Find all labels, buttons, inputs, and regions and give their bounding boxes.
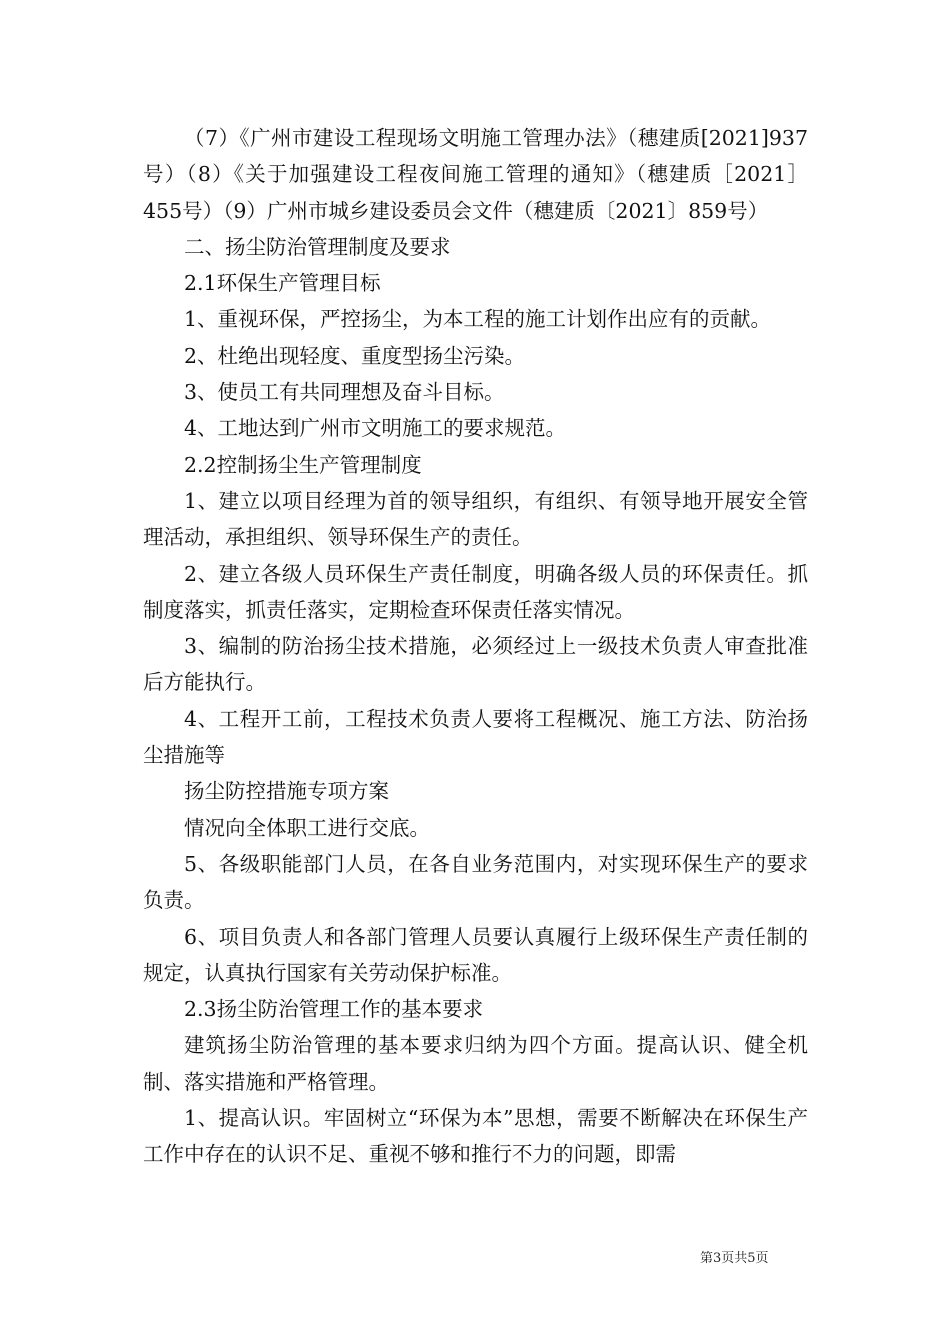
document-body (143, 120, 808, 1173)
list-item: 4、工程开工前，工程技术负责人要将工程概况、施工方法、防治扬尘措施等 (143, 706, 808, 768)
list-item: 6、项目负责人和各部门管理人员要认真履行上级环保生产责任制的规定，认真执行国家有关劳动保护标准。 (143, 924, 808, 985)
list-item: 2、建立各级人员环保生产责任制度，明确各级人员的环保责任。抓制度落实，抓责任落实，定期检查环保责任落实情况。 (143, 561, 808, 622)
list-item: 5、各级职能部门人员，在各自业务范围内，对实现环保生产的要求负责。 (143, 851, 808, 913)
subsection-heading-2-1: 2.1环保生产管理目标 (184, 271, 381, 296)
list-item: 4、工地达到广州市文明施工的要求规范。 (184, 416, 567, 441)
list-item: 1、提高认识。牢固树立“环保为本”思想，需要不断解决在环保生产工作中存在的认识不足、重视不够和推行不力的问题，即需 (143, 1106, 808, 1167)
list-item: 1、重视环保，严控扬尘，为本工程的施工计划作出应有的贡献。 (184, 307, 772, 332)
list-item: 3、使员工有共同理想及奋斗目标。 (184, 380, 505, 405)
paragraph-line: 情况向全体职工进行交底。 (184, 815, 430, 840)
subsection-heading-2-2: 2.2控制扬尘生产管理制度 (184, 452, 422, 477)
paragraph-regulations: （7）《广州市建设工程现场文明施工管理办法》（穗建质[2021]937号）（8）《关于加强建设工程夜间施工管理的通知》（穗建质［2021］455号）（9）广州市城乡建设委员会文件（穗建质〔2021〕859号） (143, 126, 808, 223)
list-item: 2、杜绝出现轻度、重度型扬尘污染。 (184, 343, 526, 368)
paragraph-line: 扬尘防控措施专项方案 (184, 779, 389, 804)
page-number-footer: 第3页共5页 (700, 1251, 769, 1266)
paragraph-requirements: 建筑扬尘防治管理的基本要求归纳为四个方面。提高认识、健全机制、落实措施和严格管理。 (143, 1033, 808, 1094)
subsection-heading-2-3: 2.3扬尘防治管理工作的基本要求 (184, 997, 484, 1022)
list-item: 1、建立以项目经理为首的领导组织，有组织、有领导地开展安全管理活动，承担组织、领导环保生产的责任。 (143, 488, 808, 550)
list-item: 3、编制的防治扬尘技术措施，必须经过上一级技术负责人审查批准后方能执行。 (143, 634, 808, 695)
section-heading-2: 二、扬尘防治管理制度及要求 (184, 234, 451, 259)
